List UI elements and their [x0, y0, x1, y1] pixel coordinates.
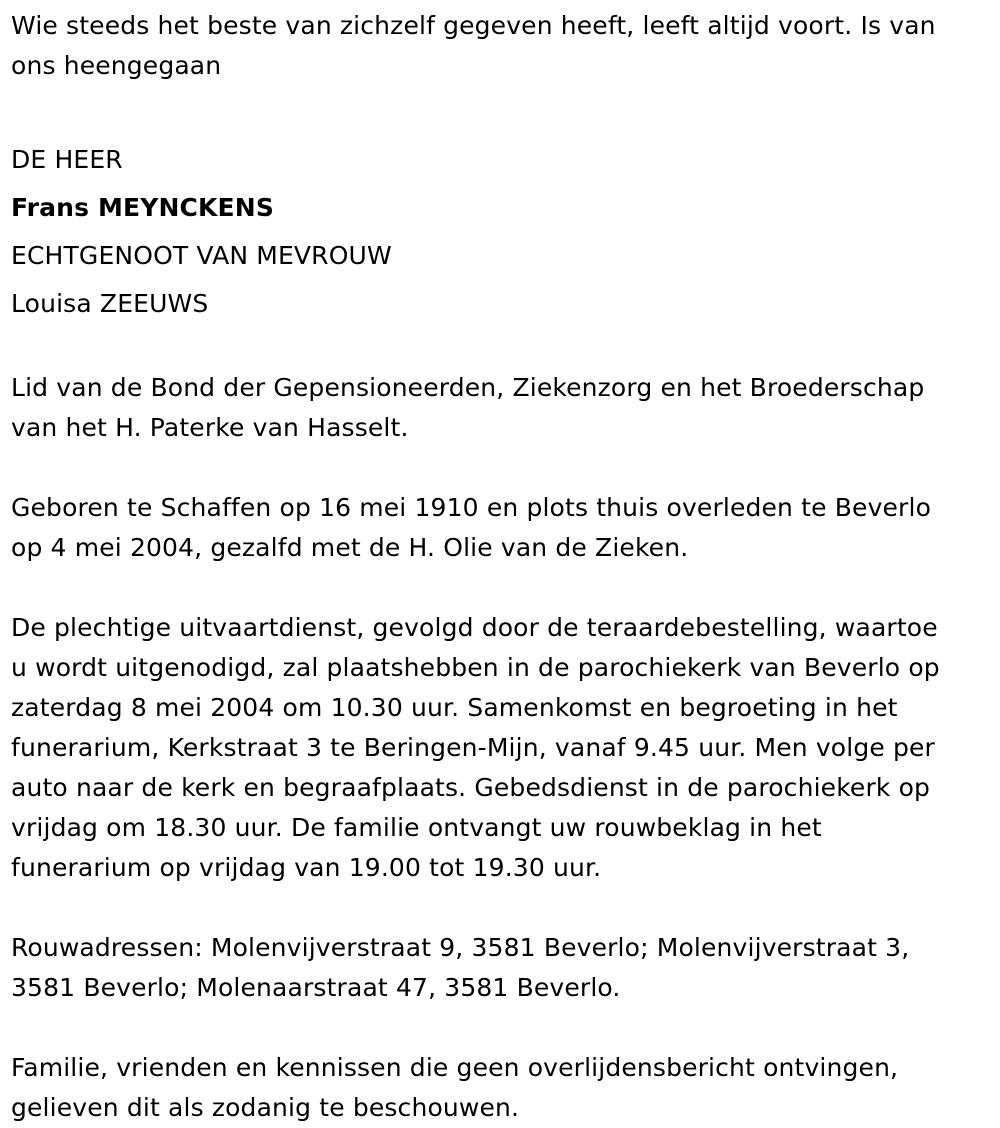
membership-paragraph: Lid van de Bond der Gepensioneerden, Ziekenzorg en het Broederschap van het H. Paterke van Hasselt. [11, 373, 925, 442]
deceased-name: Frans MEYNCKENS [11, 193, 275, 222]
addresses-paragraph: Rouwadressen: Molenvijverstraat 9, 3581 Beverlo; Molenvijverstraat 3, 3581 Beverlo; Molenaarstraat 47, 3581 Beverlo. [11, 933, 910, 1002]
service-paragraph: De plechtige uitvaartdienst, gevolgd door de teraardebestelling, waartoe u wordt uitgenodigd, zal plaatshebben in de parochiekerk van Beverlo op zaterdag 8 mei 2004 om 10.30 uur. Samenkomst en begroeting in het funerarium, Kerkstraat 3 te Beringen-Mijn, vanaf 9.45 uur. Men volge per auto naar de kerk en begraafplaats. Gebedsdienst in de parochiekerk op vrijdag om 18.30 uur. De familie ontvangt uw rouwbeklag in het funerarium op vrijdag van 19.00 tot 19.30 uur. [11, 613, 940, 882]
birth-death-paragraph: Geboren te Schaffen op 16 mei 1910 en plots thuis overleden te Beverlo op 4 mei 2004, gezalfd met de H. Olie van de Zieken. [11, 493, 932, 562]
title-text: DE HEER [11, 145, 123, 174]
intro-text: Wie steeds het beste van zichzelf gegeven heeft, leeft altijd voort. Is van ons heengegaan [11, 11, 936, 80]
closing-paragraph: Familie, vrienden en kennissen die geen overlijdensbericht ontvingen, gelieven dit als zodanig te beschouwen. [11, 1053, 899, 1122]
spouse-name: Louisa ZEEUWS [11, 289, 209, 318]
spouse-label: ECHTGENOOT VAN MEVROUW [11, 241, 392, 270]
